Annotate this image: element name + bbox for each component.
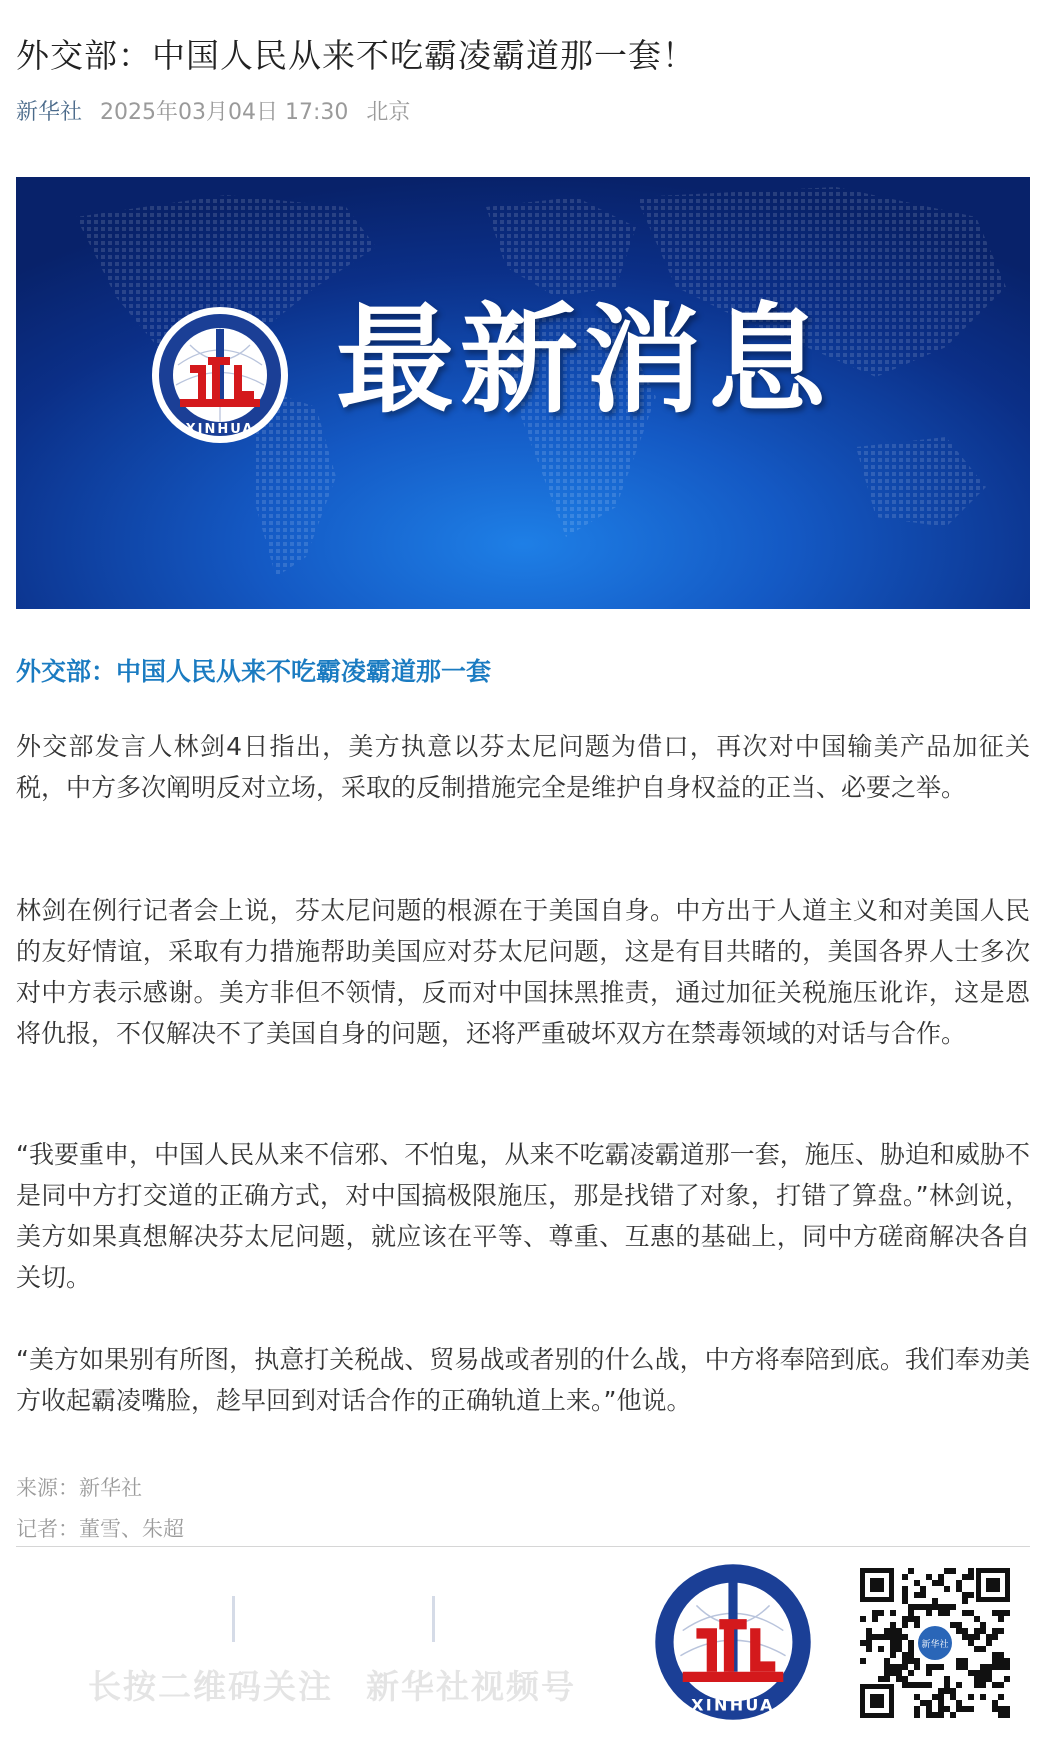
emblem-label: XINHUA [185, 422, 255, 437]
xinhua-logo-icon [653, 1562, 813, 1722]
article-location: 北京 [366, 100, 411, 125]
paragraph-2: 林剑在例行记者会上说，芬太尼问题的根源在于美国自身。中方出于人道主义和对美国人民的友好情谊，采取有力措施帮助美国应对芬太尼问题，这是有目共睹的，美国各界人士多次对中方表示感谢。美方非但不领情，反而对中国抹黑推责，通过加征关税施压讹诈，这是恩将仇报，不仅解决不了美国自身的问题，还将严重破坏双方在禁毒领域的对话与合作。 [16, 896, 1030, 1048]
logo-label: XINHUA [691, 1695, 775, 1715]
footer-source: 来源：新华社 [16, 1476, 142, 1500]
promo-divider [432, 1596, 435, 1642]
xinhua-emblem-icon [150, 305, 290, 445]
paragraph-1: 外交部发言人林剑4日指出，美方执意以芬太尼问题为借口，再次对中国输美产品加征关税，中方多次阐明反对立场，采取的反制措施完全是维护自身权益的正当、必要之举。 [16, 732, 1030, 802]
footer-reporter: 记者：董雪、朱超 [16, 1517, 184, 1541]
promo-follow-text: 长按二维码关注 [88, 1667, 333, 1706]
article-datetime: 2025年03月04日 17:30 [100, 100, 349, 125]
article-meta [16, 98, 410, 128]
banner-headline: 最新消息 [336, 291, 833, 429]
banner-image [16, 177, 1030, 609]
paragraph-4: “美方如果别有所图，执意打关税战、贸易战或者别的什么战，中方将奉陪到底。我们奉劝美方收起霸凌嘴脸，趁早回到对话合作的正确轨道上来。”他说。 [16, 1345, 1030, 1415]
promo-divider [232, 1596, 235, 1642]
paragraph-3: “我要重申，中国人民从来不信邪、不怕鬼，从来不吃霸凌霸道那一套，施压、胁迫和威胁不是同中方打交道的正确方式，对中国搞极限施压，那是找错了对象，打错了算盘。”林剑说，美方如果真想解决芬太尼问题，就应该在平等、尊重、互惠的基础上，同中方磋商解决各自关切。 [16, 1140, 1030, 1292]
qr-code-icon[interactable] [856, 1564, 1014, 1722]
article-source[interactable]: 新华社 [16, 100, 83, 125]
article-title: 外交部：中国人民从来不吃霸凌霸道那一套！ [16, 36, 696, 75]
promo-channel-text: 新华社视频号 [366, 1667, 576, 1706]
article-subheading: 外交部：中国人民从来不吃霸凌霸道那一套 [16, 657, 492, 686]
qr-center-label: 新华社 [921, 1640, 949, 1650]
footer-divider [16, 1546, 1030, 1547]
